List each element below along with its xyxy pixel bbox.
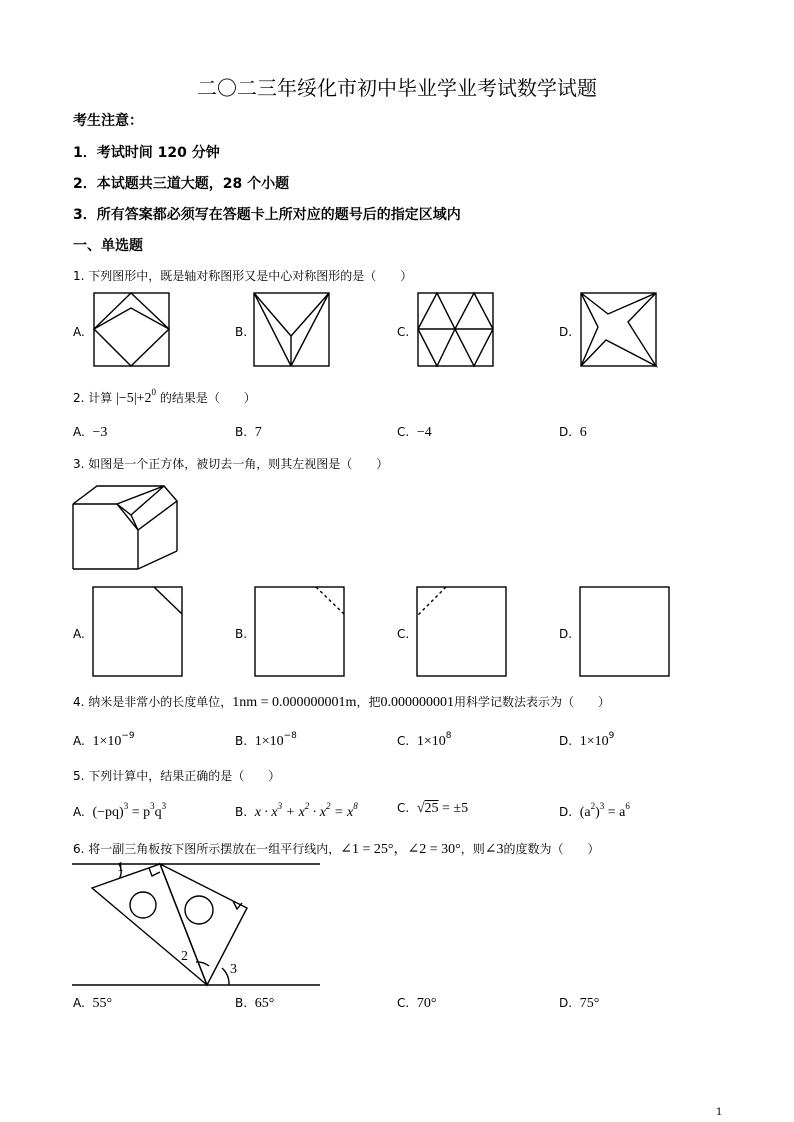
q1-figure-d [580,292,658,368]
q5-a-e3: 3 [161,801,167,811]
q2-option-a-label: A. [73,425,85,439]
q2-expression: $|-5|+2^0$ [116,387,157,406]
q5-d-t1: (a [579,805,591,820]
q1-figure-b [253,292,331,368]
q2-option-c [397,425,432,441]
q4-stem-mid: ，把 [356,695,381,709]
q2-option-b [235,425,262,441]
q4-option-c-exp: 8 [445,731,452,741]
q2-option-d-label: D. [559,425,573,439]
q4-option-a-base: 1×10 [92,734,122,749]
q6-stem-mid: ，则 [460,842,485,856]
q3-cube-figure [72,485,178,571]
question-1-stem: 1. 下列图形中，既是轴对称图形又是中心对称图形的是（ ） [73,269,413,283]
q4-option-a-exp: −9 [121,731,135,741]
q4-stem-math2: 0.000000001 [380,695,454,710]
q4-option-d-exp: 9 [608,731,615,741]
q5-c-root: 25 [424,801,439,816]
q5-a-q: q [154,805,162,820]
q5-a-e2: 3 [150,801,155,811]
q4-option-b-exp: −8 [283,731,297,741]
q2-expr-exp: 0 [151,387,157,397]
q5-option-a [73,801,166,821]
q5-option-d-label: D. [559,805,573,819]
q3-option-d-label: D. [559,627,573,641]
q5-d-e2: 3 [599,801,605,811]
question-6-stem [73,838,599,858]
q4-option-d [559,731,614,750]
q3-option-a-label: A. [73,627,85,641]
q5-d-e1: 2 [590,801,596,811]
q6-option-d-label: D. [559,996,573,1010]
q6-option-c [397,996,436,1012]
q2-option-b-value: 7 [254,425,262,440]
q6-stem-post: 的度数为（ ） [503,842,600,856]
q3-figure-d [579,586,671,678]
q2-option-a [73,425,107,441]
q6-option-d [559,996,599,1012]
q4-option-d-base: 1×10 [579,734,609,749]
question-5-stem: 5. 下列计算中，结果正确的是（ ） [73,769,281,783]
q5-a-mid: = p [128,805,151,820]
notice-heading: 考生注意： [73,113,143,129]
q5-b-t3: · x [309,805,327,820]
q6-angle-label-3: 3 [230,962,237,977]
q2-option-c-label: C. [397,425,410,439]
q4-option-c-base: 1×10 [416,734,446,749]
q1-figure-a [93,292,171,368]
q6-angle-label-1: 1 [117,860,124,875]
q5-option-b-label: B. [235,805,248,819]
q4-stem-post: 用科学记数法表示为（ ） [453,695,610,709]
q5-option-c: C. √25 = ±5 [397,801,469,816]
q6-option-d-value: 75° [579,996,600,1011]
q6-option-a-value: 55° [92,996,113,1011]
q6-stem-math2: ∠3 [484,842,504,857]
q5-b-e2: 2 [304,801,310,811]
q4-stem-pre: 4. 纳米是非常小的长度单位， [73,695,233,709]
question-2-stem [73,387,256,407]
q4-option-a [73,731,135,750]
q5-option-d [559,801,630,821]
q5-b-t4: = x [330,805,354,820]
q5-option-b [235,801,358,821]
notice-item-3: 3．所有答案都必须写在答题卡上所对应的题号后的指定区域内 [73,207,461,223]
notice-item-1: 1．考试时间 120 分钟 [73,145,220,161]
q6-stem-math: ∠1 = 25°，∠2 = 30° [340,842,461,857]
q6-stem-pre: 6. 将一副三角板按下图所示摆放在一组平行线内， [73,842,341,856]
section-heading: 一、单选题 [73,238,143,254]
q1-option-d-label: D. [559,325,573,339]
q4-option-b [235,731,297,750]
q6-option-b-label: B. [235,996,248,1010]
q4-option-b-base: 1×10 [254,734,284,749]
q5-b-t2: + x [282,805,305,820]
q5-option-a-label: A. [73,805,85,819]
q3-figure-c [416,586,508,678]
q4-option-c-label: C. [397,734,410,748]
q5-b-e4: 8 [353,801,358,811]
q1-option-b-label: B. [235,325,248,339]
q5-c-rest: = ±5 [438,801,469,816]
q2-expr-plus: +2 [136,391,152,406]
q5-b-t1: x · x [254,805,278,820]
q5-d-e3: 6 [625,801,630,811]
q1-option-c-label: C. [397,325,410,339]
q2-option-b-label: B. [235,425,248,439]
page-number: 1 [716,1107,723,1118]
q2-option-a-value: −3 [92,425,108,440]
q4-option-d-label: D. [559,734,573,748]
q3-figure-a [92,586,184,678]
q2-option-c-value: −4 [416,425,432,440]
question-3-stem: 3. 如图是一个正方体，被切去一角，则其左视图是（ ） [73,457,389,471]
question-4-stem [73,693,610,711]
q5-b-e1: 3 [277,801,283,811]
q6-option-a [73,996,112,1012]
q5-b-e3: 2 [326,801,331,811]
q6-option-c-value: 70° [416,996,437,1011]
q5-d-t2: ) [595,805,600,820]
q4-option-a-label: A. [73,734,85,748]
q6-option-b-value: 65° [254,996,275,1011]
q4-option-b-label: B. [235,734,248,748]
q4-stem-math: 1nm = 0.000000001m [232,695,357,710]
q6-option-b [235,996,274,1012]
q2-option-d [559,425,587,441]
q1-option-a-label: A. [73,325,85,339]
q1-figure-c [417,292,495,368]
q6-angle-label-2: 2 [181,949,188,964]
notice-item-2: 2．本试题共三道大题，28 个小题 [73,176,290,192]
q3-figure-b [254,586,346,678]
q5-d-t3: = a [604,805,626,820]
q2-stem-post: 的结果是（ ） [159,391,256,405]
q2-option-d-value: 6 [579,425,587,440]
q3-option-c-label: C. [397,627,410,641]
page-title: 二〇二三年绥化市初中毕业学业考试数学试题 [197,76,597,100]
q4-option-c [397,731,451,750]
q5-a-e1: 3 [123,801,129,811]
q3-option-b-label: B. [235,627,248,641]
q5-option-c-label: C. [397,801,410,815]
q6-option-c-label: C. [397,996,410,1010]
q5-a-base: (−pq) [92,805,124,820]
q6-option-a-label: A. [73,996,85,1010]
q2-expr-abs: −5 [118,391,134,406]
q6-triangles-figure [72,858,322,990]
q2-stem-pre: 2. 计算 [73,391,113,405]
